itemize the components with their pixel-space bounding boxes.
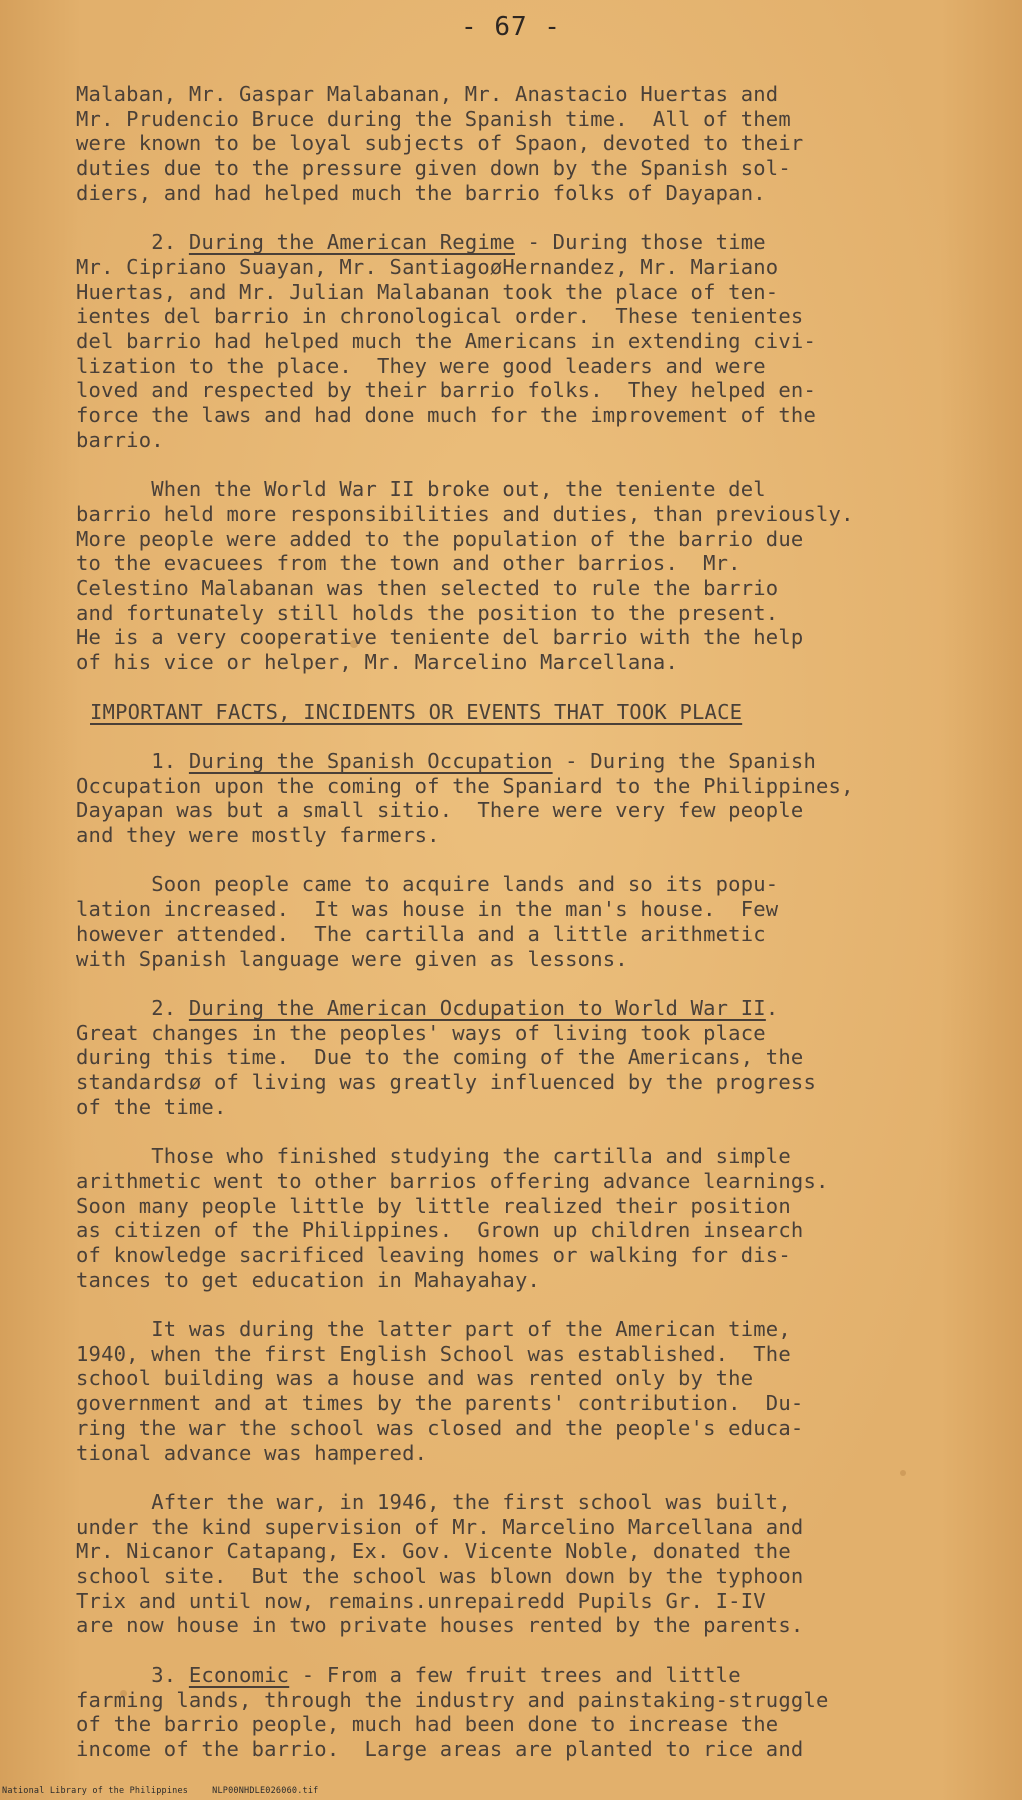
text-line: Malaban, Mr. Gaspar Malabanan, Mr. Anastacio Huertas and xyxy=(76,82,779,106)
numbered-heading-line xyxy=(76,1663,996,1688)
text-line: Those who finished studying the cartilla and simple xyxy=(76,1144,791,1169)
paragraph xyxy=(76,749,996,848)
paragraph xyxy=(76,1144,996,1292)
text-line: ientes del barrio in chronological order. These tenientes xyxy=(76,304,804,329)
text-line: and fortunately still holds the position to the present. xyxy=(76,600,779,625)
paragraph xyxy=(76,1317,996,1465)
item-number: 3. xyxy=(76,1662,189,1687)
text-line: When the World War II broke out, the teniente del xyxy=(76,477,766,502)
numbered-heading-line xyxy=(76,230,996,255)
item-number: 2. xyxy=(76,995,189,1020)
page-number: - 67 - xyxy=(461,12,561,42)
text-line: under the kind supervision of Mr. Marcelino Marcellana and xyxy=(76,1514,804,1539)
paragraph xyxy=(76,82,996,206)
item-title: During the American Regime xyxy=(188,230,515,255)
text-line: as citizen of the Philippines. Grown up children insearch xyxy=(76,1218,804,1243)
text-line: Mr. Cipriano Suayan, Mr. SantiagoøHernandez, Mr. Mariano xyxy=(76,254,779,279)
text-line: Occupation upon the coming of the Spaniard to the Philippines, xyxy=(76,773,854,798)
text-line: income of the barrio. Large areas are planted to rice and xyxy=(76,1736,804,1761)
text-line: were known to be loyal subjects of Spaon, devoted to their xyxy=(76,131,804,156)
item-text: - During the Spanish xyxy=(552,748,817,773)
numbered-heading-line xyxy=(76,749,996,774)
item-title: Economic xyxy=(188,1662,290,1687)
text-line: Soon many people little by little realized their position xyxy=(76,1193,791,1218)
footer-filename: NLP00NHDLE026060.tif xyxy=(212,1786,319,1796)
paragraph xyxy=(76,1490,996,1638)
text-line: are now house in two private houses rented by the parents. xyxy=(76,1613,804,1638)
text-line: of the barrio people, much had been done to increase the xyxy=(76,1712,779,1737)
paragraph xyxy=(76,477,996,675)
item-text: - During those time xyxy=(514,230,766,255)
section-heading: IMPORTANT FACTS, INCIDENTS OR EVENTS THAT TOOK PLACE xyxy=(90,699,743,724)
item-number: 2. xyxy=(76,230,189,255)
text-line: and they were mostly farmers. xyxy=(76,823,440,848)
text-line: Soon people came to acquire lands and so its popu- xyxy=(76,872,779,897)
paragraph xyxy=(76,996,996,1120)
text-line: during this time. Due to the coming of the Americans, the xyxy=(76,1045,804,1070)
text-line: of the time. xyxy=(76,1094,227,1119)
text-line: Mr. Prudencio Bruce during the Spanish time. All of them xyxy=(76,106,791,131)
text-line: barrio. xyxy=(76,427,164,452)
text-line: with Spanish language were given as lessons. xyxy=(76,946,628,971)
footer-library: National Library of the Philippines xyxy=(2,1786,189,1796)
text-line: 1940, when the first English School was established. The xyxy=(76,1341,791,1366)
text-line: government and at times by the parents' contribution. Du- xyxy=(76,1391,804,1416)
item-text: - From a few fruit trees and little xyxy=(289,1662,741,1687)
paragraph xyxy=(76,872,996,971)
item-title: During the American Ocdupation to World War II xyxy=(188,995,766,1020)
text-line: duties due to the pressure given down by the Spanish sol- xyxy=(76,156,791,181)
paragraph xyxy=(76,230,996,452)
text-line: loved and respected by their barrio folks. They helped en- xyxy=(76,378,816,403)
text-line: del barrio had helped much the Americans in extending civi- xyxy=(76,329,816,354)
text-line: of knowledge sacrificed leaving homes or walking for dis- xyxy=(76,1242,791,1267)
text-line: tances to get education in Mahayahay. xyxy=(76,1267,541,1292)
text-line: force the laws and had done much for the improvement of the xyxy=(76,403,816,428)
text-line: Huertas, and Mr. Julian Malabanan took the place of ten- xyxy=(76,279,779,304)
text-line: Dayapan was but a small sitio. There were very few people xyxy=(76,798,804,823)
text-line: tional advance was hampered. xyxy=(76,1440,428,1465)
paragraph xyxy=(76,1663,996,1762)
text-line: After the war, in 1946, the first school was built, xyxy=(76,1489,791,1514)
text-line: He is a very cooperative teniente del barrio with the help xyxy=(76,625,804,650)
scan-footer xyxy=(2,1786,342,1796)
item-text: . xyxy=(765,995,779,1020)
text-line: Great changes in the peoples' ways of living took place xyxy=(76,1020,766,1045)
text-line: however attended. The cartilla and a little arithmetic xyxy=(76,921,766,946)
document-body xyxy=(76,82,996,1786)
text-line: farming lands, through the industry and painstaking-struggle xyxy=(76,1687,829,1712)
text-line: More people were added to the population of the barrio due xyxy=(76,526,804,551)
numbered-heading-line xyxy=(76,996,996,1021)
item-title: During the Spanish Occupation xyxy=(188,748,553,773)
text-line: standardsø of living was greatly influenced by the progress xyxy=(76,1070,816,1095)
text-line: barrio held more responsibilities and duties, than previously. xyxy=(76,501,854,526)
text-line: Celestino Malabanan was then selected to rule the barrio xyxy=(76,576,779,601)
text-line: ring the war the school was closed and the people's educa- xyxy=(76,1415,804,1440)
text-line: arithmetic went to other barrios offering advance learnings. xyxy=(76,1168,829,1193)
text-line: to the evacuees from the town and other barrios. Mr. xyxy=(76,551,741,576)
text-line: Mr. Nicanor Catapang, Ex. Gov. Vicente Noble, donated the xyxy=(76,1539,791,1564)
item-number: 1. xyxy=(76,748,189,773)
text-line: lation increased. It was house in the man's house. Few xyxy=(76,897,779,922)
text-line: Trix and until now, remains.unrepairedd Pupils Gr. I-IV xyxy=(76,1588,766,1613)
text-line: It was during the latter part of the American time, xyxy=(76,1317,791,1342)
text-line: diers, and had helped much the barrio folks of Dayapan. xyxy=(76,180,766,205)
text-line: lization to the place. They were good leaders and were xyxy=(76,353,766,378)
text-line: school site. But the school was blown down by the typhoon xyxy=(76,1564,804,1589)
text-line: school building was a house and was rented only by the xyxy=(76,1366,754,1391)
text-line: of his vice or helper, Mr. Marcelino Marcellana. xyxy=(76,650,679,675)
